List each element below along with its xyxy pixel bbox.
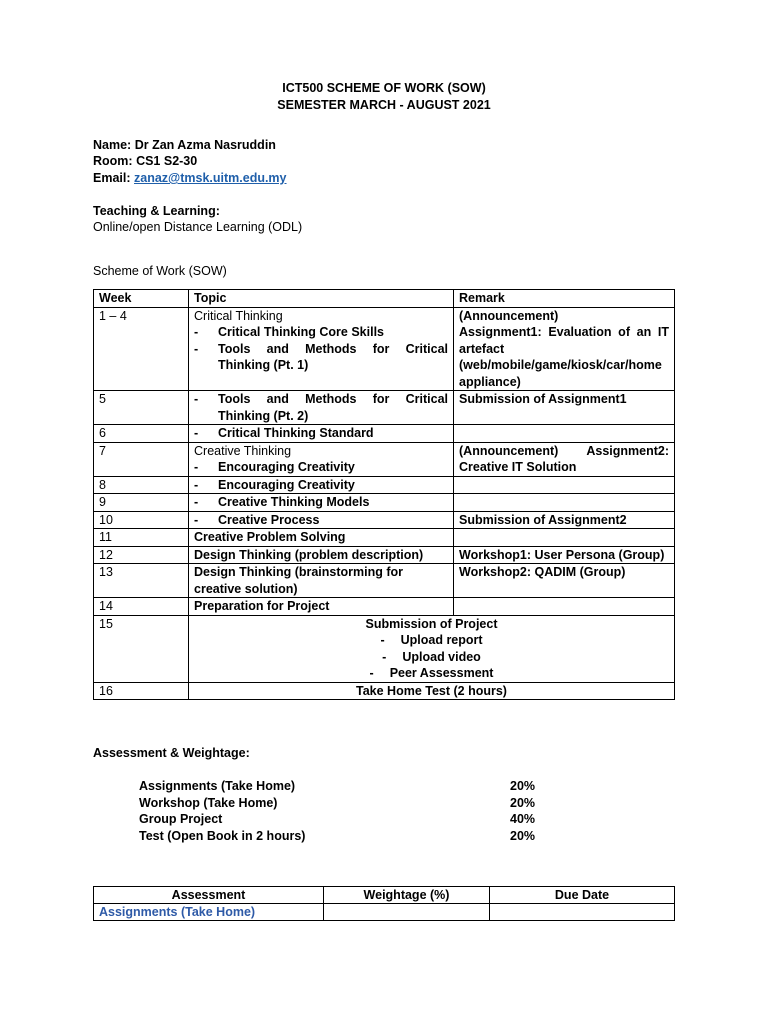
week-cell: 9 bbox=[94, 494, 189, 512]
dash-marker: - bbox=[369, 666, 374, 680]
topic-cell bbox=[189, 564, 454, 598]
table-row bbox=[94, 615, 675, 682]
lecturer-name: Dr Zan Azma Nasruddin bbox=[134, 138, 276, 152]
week-cell: 14 bbox=[94, 598, 189, 616]
week-cell: 5 bbox=[94, 391, 189, 425]
remark-cell bbox=[454, 307, 675, 391]
topic-cell bbox=[189, 598, 454, 616]
project-submission-text: Peer Assessment bbox=[389, 666, 494, 680]
header-assessment: Assessment bbox=[94, 887, 324, 904]
sow-heading: Scheme of Work (SOW) bbox=[93, 264, 227, 278]
table-row bbox=[94, 564, 675, 598]
week-cell: 13 bbox=[94, 564, 189, 598]
table-row bbox=[94, 476, 675, 494]
topic-cell bbox=[189, 442, 454, 476]
dash-marker: - bbox=[380, 633, 385, 647]
weightage-list bbox=[139, 778, 559, 844]
weightage-value: 20% bbox=[510, 795, 536, 810]
project-submission-text: Upload video bbox=[402, 649, 481, 664]
topic-cell bbox=[189, 494, 454, 512]
weightage-row bbox=[139, 778, 559, 795]
weightage-label: Workshop (Take Home) bbox=[139, 795, 278, 810]
room-label: Room: bbox=[93, 154, 133, 168]
weightage-row bbox=[139, 795, 559, 812]
week-cell: 7 bbox=[94, 442, 189, 476]
subtopic-item bbox=[194, 477, 448, 494]
weightage-cell bbox=[324, 904, 490, 921]
email-label: Email: bbox=[93, 171, 131, 185]
assessment-header-row bbox=[94, 887, 675, 904]
remark-cell bbox=[454, 511, 675, 529]
project-submission-item bbox=[194, 649, 669, 666]
subtopic-text: Tools and Methods for Critical Thinking (Pt. 2) bbox=[218, 392, 448, 423]
name-label: Name: bbox=[93, 138, 132, 152]
remark-cell bbox=[454, 425, 675, 443]
take-home-test-cell: Take Home Test (2 hours) bbox=[189, 682, 675, 700]
topic-cell bbox=[189, 511, 454, 529]
week-cell: 8 bbox=[94, 476, 189, 494]
header-weightage: Weightage (%) bbox=[324, 887, 490, 904]
topic-cell bbox=[189, 307, 454, 391]
sow-table bbox=[93, 289, 675, 700]
subtopic-item bbox=[194, 494, 448, 511]
subtopic-item bbox=[194, 459, 448, 476]
weightage-value: 20% bbox=[510, 828, 536, 843]
remark-cell bbox=[454, 476, 675, 494]
table-row bbox=[94, 598, 675, 616]
project-submission-item bbox=[194, 632, 669, 649]
weightage-value: 20% bbox=[510, 779, 536, 793]
room-line bbox=[93, 153, 197, 170]
weightage-label: Assignments (Take Home) bbox=[139, 779, 296, 793]
dash-marker: - bbox=[194, 341, 199, 356]
subtopic-item bbox=[194, 512, 448, 529]
project-submission-cell bbox=[189, 615, 675, 682]
topic-text: Creative Thinking bbox=[194, 443, 292, 458]
topic-text: Critical Thinking bbox=[194, 308, 283, 323]
remark-text: Workshop2: QADIM (Group) bbox=[459, 565, 626, 579]
subtopic-text: Tools and Methods for Critical Thinking (Pt. 1) bbox=[218, 341, 448, 372]
remark-text: Submission of Assignment1 bbox=[459, 392, 627, 406]
table-row bbox=[94, 391, 675, 425]
subtopic-text: Critical Thinking Standard bbox=[218, 426, 374, 440]
topic-text: Design Thinking (brainstorming for creative solution) bbox=[194, 565, 404, 596]
table-row bbox=[94, 529, 675, 547]
due-date-cell bbox=[490, 904, 675, 921]
dash-marker: - bbox=[194, 325, 199, 339]
topic-text: Design Thinking (problem description) bbox=[194, 547, 424, 562]
topic-text: Creative Problem Solving bbox=[194, 530, 346, 544]
subtopic-text: Creative Thinking Models bbox=[218, 495, 370, 509]
subtopic-text: Encouraging Creativity bbox=[218, 477, 355, 492]
subtopic-item bbox=[194, 425, 448, 442]
table-row bbox=[94, 511, 675, 529]
assessment-heading: Assessment & Weightage: bbox=[93, 746, 250, 760]
email-line bbox=[93, 170, 287, 187]
topic-cell bbox=[189, 391, 454, 425]
subtopic-text: Critical Thinking Core Skills bbox=[218, 325, 385, 339]
email-link[interactable]: zanaz@tmsk.uitm.edu.my bbox=[134, 171, 287, 185]
weightage-row bbox=[139, 828, 559, 845]
assessment-cell: Assignments (Take Home) bbox=[94, 904, 324, 921]
weightage-row bbox=[139, 811, 559, 828]
teaching-mode: Online/open Distance Learning (ODL) bbox=[93, 220, 303, 234]
header-due-date: Due Date bbox=[490, 887, 675, 904]
document-title: ICT500 SCHEME OF WORK (SOW) bbox=[282, 81, 486, 95]
week-cell: 1 – 4 bbox=[94, 307, 189, 391]
header-topic: Topic bbox=[189, 290, 454, 308]
teaching-label: Teaching & Learning: bbox=[93, 204, 220, 218]
weightage-label: Test (Open Book in 2 hours) bbox=[139, 828, 306, 843]
name-line bbox=[93, 137, 276, 154]
week-cell: 16 bbox=[94, 682, 189, 700]
topic-cell bbox=[189, 476, 454, 494]
week-cell: 15 bbox=[94, 615, 189, 682]
table-row bbox=[94, 425, 675, 443]
dash-marker: - bbox=[194, 495, 199, 509]
dash-marker: - bbox=[194, 512, 199, 527]
subtopic-text: Creative Process bbox=[218, 512, 320, 527]
header-remark: Remark bbox=[454, 290, 675, 308]
remark-text: Workshop1: User Persona (Group) bbox=[459, 547, 665, 562]
remark-cell bbox=[454, 546, 675, 564]
table-row bbox=[94, 546, 675, 564]
dash-marker: - bbox=[194, 460, 199, 474]
weightage-value: 40% bbox=[510, 812, 536, 826]
sow-header-row bbox=[94, 290, 675, 308]
topic-cell bbox=[189, 546, 454, 564]
remark-cell bbox=[454, 598, 675, 616]
topic-text: Preparation for Project bbox=[194, 599, 330, 613]
header-week: Week bbox=[94, 290, 189, 308]
dash-marker: - bbox=[194, 392, 199, 406]
week-cell: 12 bbox=[94, 546, 189, 564]
remark-text: (Announcement) bbox=[459, 308, 559, 323]
project-submission-title: Submission of Project bbox=[365, 616, 498, 631]
remark-cell bbox=[454, 529, 675, 547]
table-row bbox=[94, 682, 675, 700]
project-submission-item bbox=[194, 665, 669, 682]
table-row bbox=[94, 307, 675, 391]
remark-text: Submission of Assignment2 bbox=[459, 512, 627, 527]
table-row bbox=[94, 442, 675, 476]
project-submission-text: Upload report bbox=[400, 633, 483, 647]
week-cell: 10 bbox=[94, 511, 189, 529]
dash-marker: - bbox=[194, 426, 199, 440]
remark-cell bbox=[454, 391, 675, 425]
subtopic-item bbox=[194, 324, 448, 341]
remark-cell bbox=[454, 494, 675, 512]
weightage-label: Group Project bbox=[139, 812, 223, 826]
subtopic-item bbox=[194, 341, 448, 374]
semester-title: SEMESTER MARCH - AUGUST 2021 bbox=[277, 98, 491, 112]
dash-marker: - bbox=[194, 477, 199, 492]
topic-cell bbox=[189, 425, 454, 443]
table-row bbox=[94, 904, 675, 921]
subtopic-item bbox=[194, 391, 448, 424]
week-cell: 11 bbox=[94, 529, 189, 547]
table-row bbox=[94, 494, 675, 512]
remark-text: Assignment1: Evaluation of an IT artefact (web/mobile/game/kiosk/car/home appliance) bbox=[459, 325, 669, 389]
topic-cell bbox=[189, 529, 454, 547]
subtopic-text: Encouraging Creativity bbox=[218, 460, 355, 474]
assessment-table bbox=[93, 886, 675, 921]
room-value: CS1 S2-30 bbox=[136, 154, 198, 168]
week-cell: 6 bbox=[94, 425, 189, 443]
dash-marker: - bbox=[382, 649, 387, 664]
remark-text: (Announcement) Assignment2: Creative IT Solution bbox=[459, 443, 669, 474]
remark-cell bbox=[454, 442, 675, 476]
remark-cell bbox=[454, 564, 675, 598]
